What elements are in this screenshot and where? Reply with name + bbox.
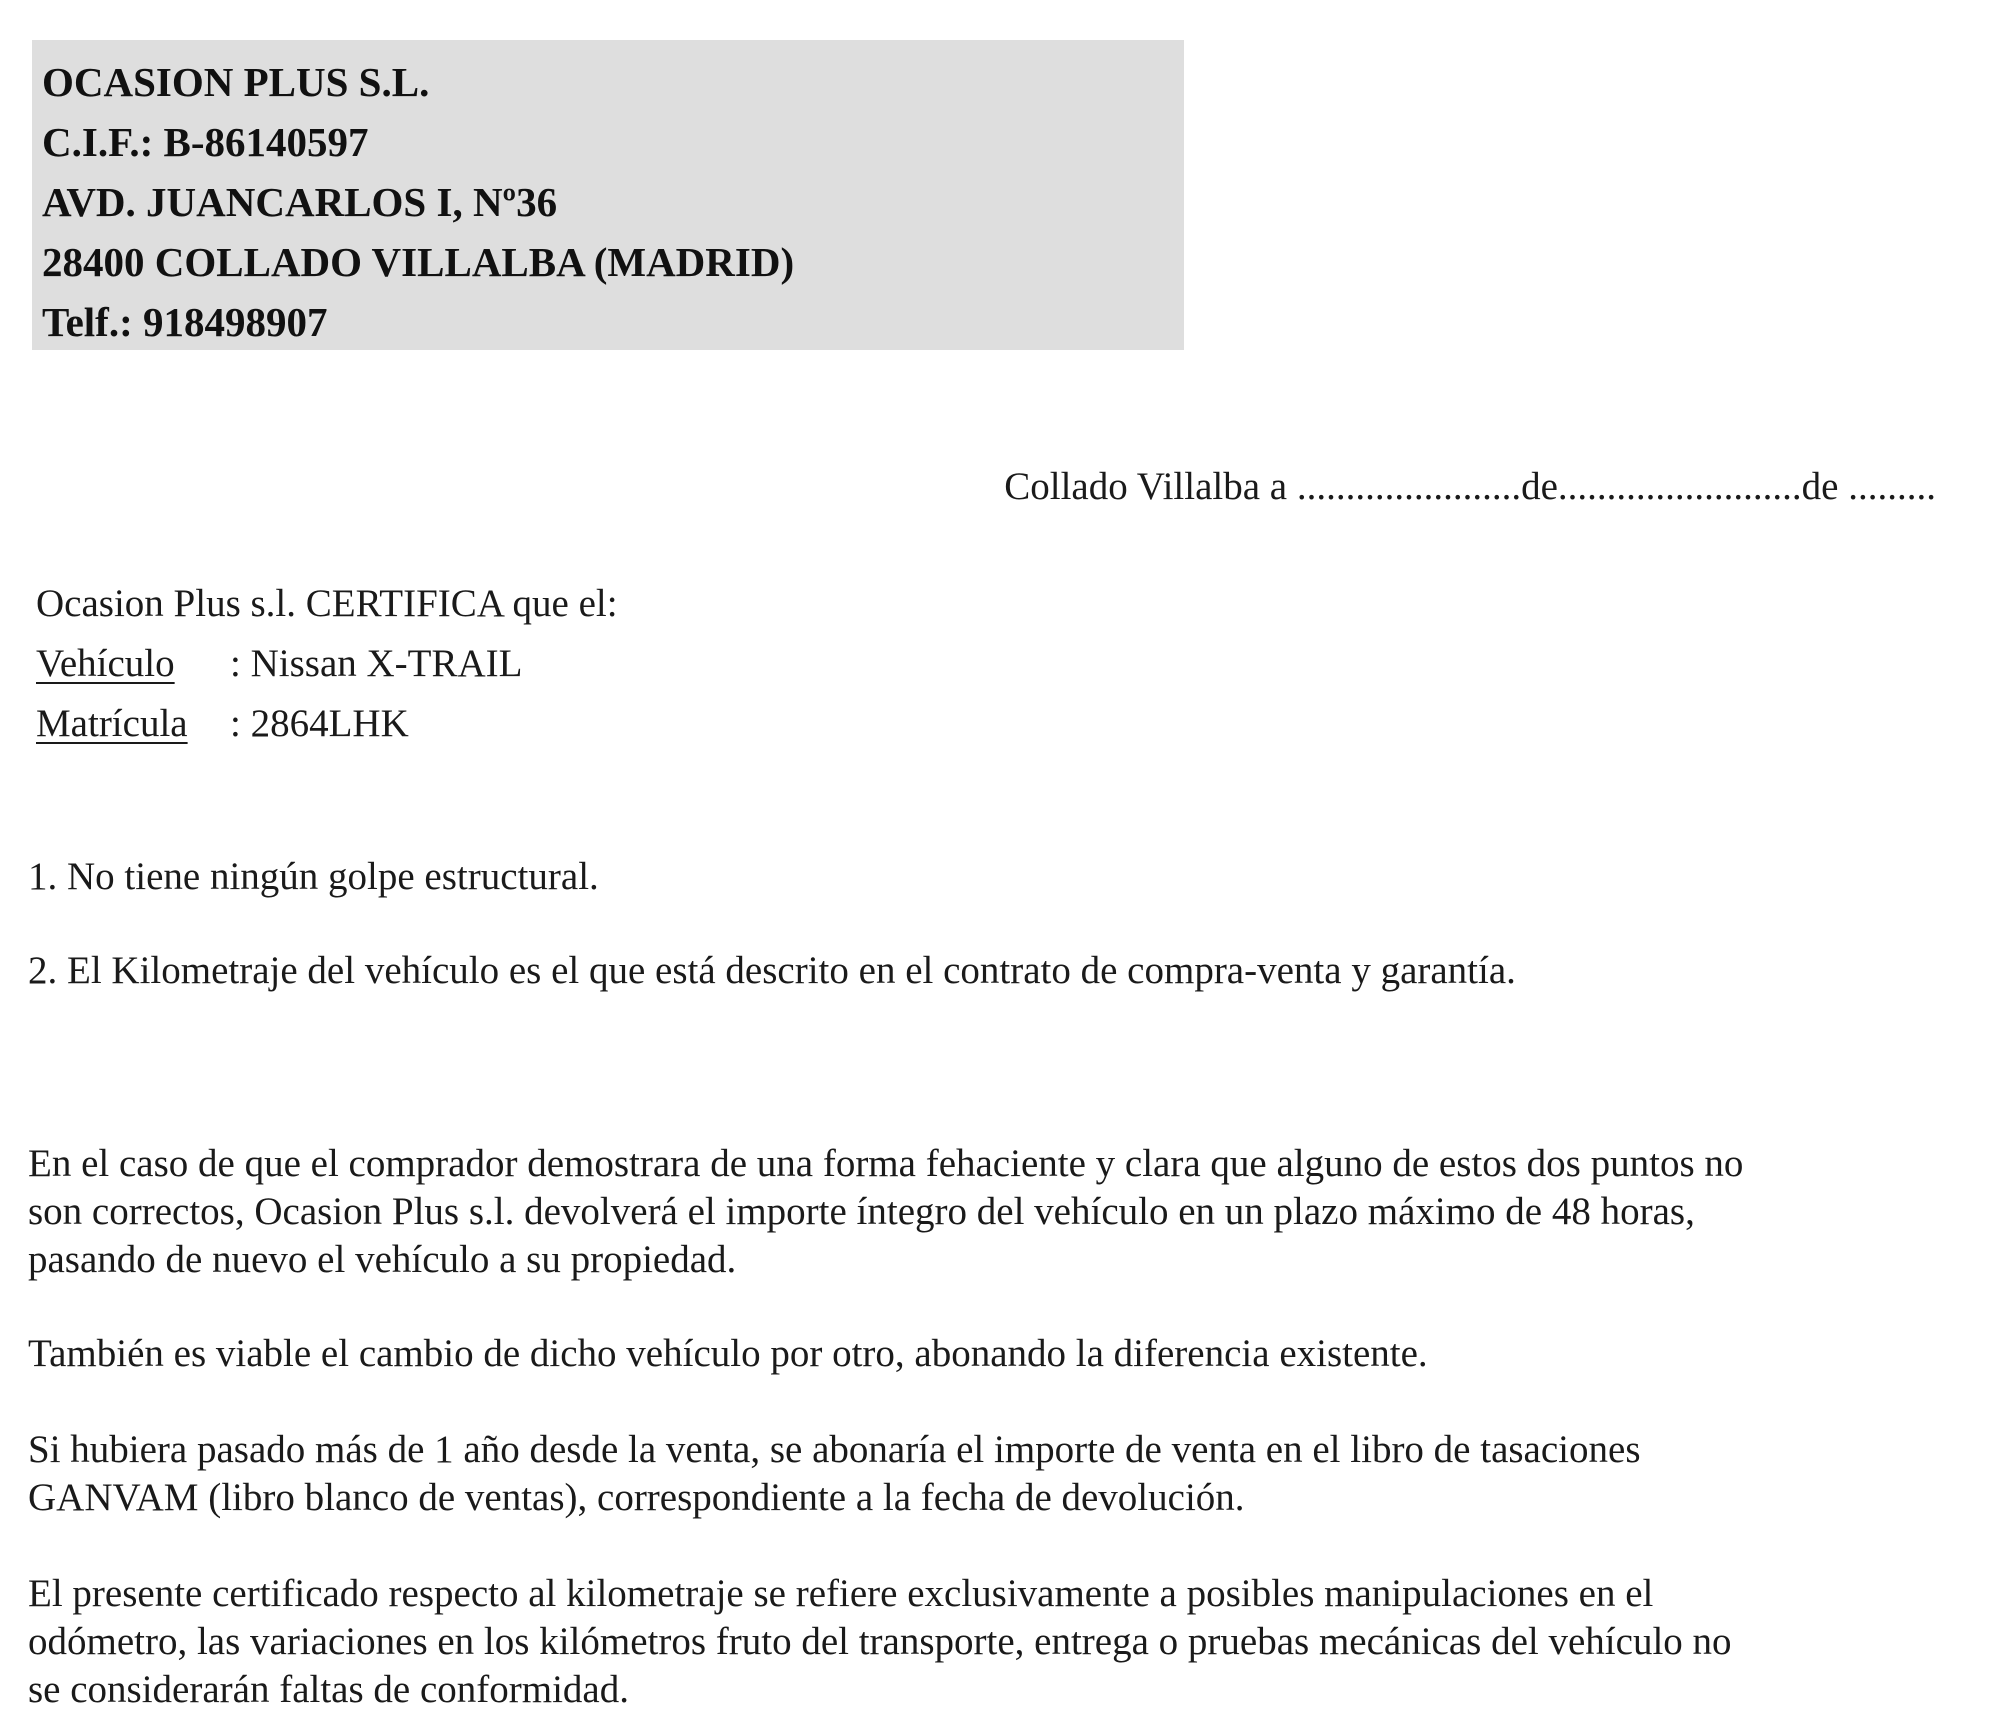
vehicle-row [36,634,618,694]
company-address: AVD. JUANCARLOS I, Nº36 [42,179,558,225]
paragraph-line: También es viable el cambio de dicho vehículo por otro, abonando la diferencia existente. [28,1332,1428,1375]
plate-value: : 2864LHK [230,702,409,745]
paragraph-line: El presente certificado respecto al kilometraje se refiere exclusivamente a posibles manipulaciones en el [28,1572,1654,1615]
paragraph-line: odómetro, las variaciones en los kilómetros fruto del transporte, entrega o pruebas mecánicas del vehículo no [28,1620,1732,1663]
paragraph-line: son correctos, Ocasion Plus s.l. devolverá el importe íntegro del vehículo en un plazo máximo de 48 horas, [28,1190,1695,1233]
paragraph-line: pasando de nuevo el vehículo a su propiedad. [28,1238,737,1281]
company-cif: C.I.F.: B-86140597 [42,119,369,165]
plate-row [36,694,618,754]
point-1: 1. No tiene ningún golpe estructural. [28,855,599,898]
date-line: Collado Villalba a .......................de.........................de ......... [1004,465,1936,508]
paragraph-line: GANVAM (libro blanco de ventas), correspondiente a la fecha de devolución. [28,1476,1245,1519]
paragraph-ganvam [28,1426,1968,1522]
company-city: 28400 COLLADO VILLALBA (MADRID) [42,239,795,285]
company-phone: Telf.: 918498907 [42,299,328,345]
vehicle-label: Vehículo [36,642,175,685]
paragraph-odometer [28,1570,1968,1714]
plate-label: Matrícula [36,702,188,745]
point-2: 2. El Kilometraje del vehículo es el que está descrito en el contrato de compra-venta y garantía. [28,949,1516,992]
paragraph-line: se considerarán faltas de conformidad. [28,1668,629,1711]
company-name: OCASION PLUS S.L. [42,59,430,105]
company-header-box [32,40,1184,350]
certificate-block [36,574,618,754]
paragraph-refund [28,1140,1968,1284]
vehicle-value: : Nissan X-TRAIL [230,642,523,685]
paragraph-exchange [28,1330,1968,1378]
paragraph-line: En el caso de que el comprador demostrara de una forma fehaciente y clara que alguno de estos dos puntos no [28,1142,1744,1185]
paragraph-line: Si hubiera pasado más de 1 año desde la venta, se abonaría el importe de venta en el libro de tasaciones [28,1428,1641,1471]
certificate-intro: Ocasion Plus s.l. CERTIFICA que el: [36,582,618,625]
